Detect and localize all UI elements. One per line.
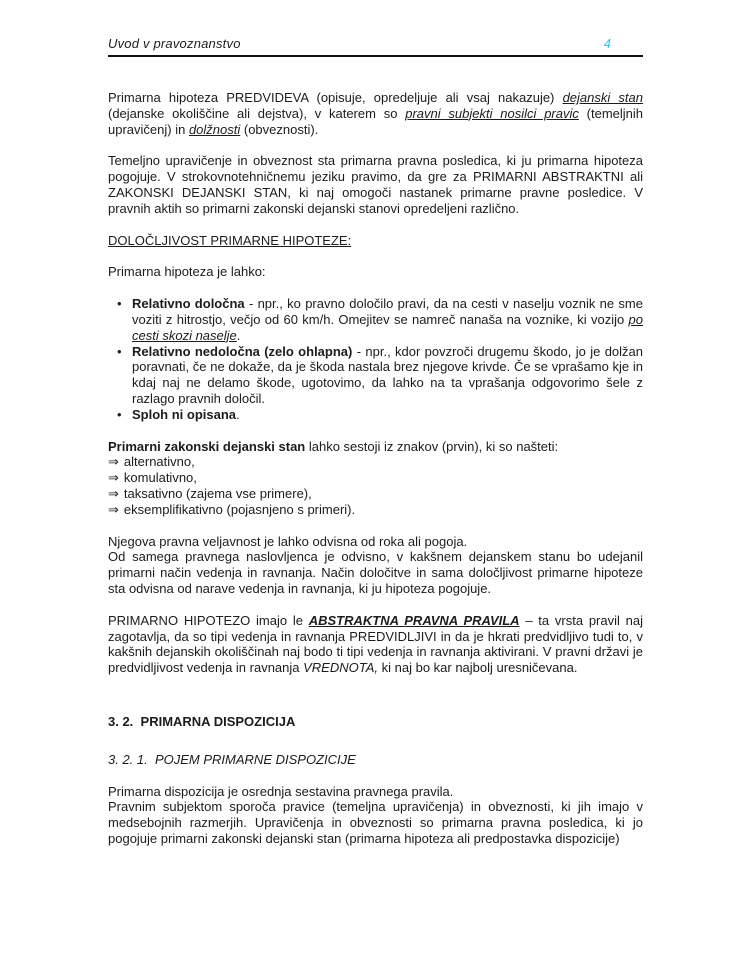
list-item-text — [132, 344, 643, 406]
document-body — [108, 90, 643, 847]
text-run: 3. 2. PRIMARNA DISPOZICIJA — [108, 713, 296, 729]
para-primarno-hipotezo — [108, 613, 643, 676]
list-item — [108, 502, 643, 518]
double-arrow-icon: ⇒ — [108, 501, 119, 517]
text-run: Relativno nedoločna (zelo ohlapna) — [132, 343, 353, 359]
text-run: . — [236, 327, 241, 343]
para-veljavnost — [108, 534, 643, 597]
bullet-icon: • — [117, 296, 122, 312]
list-item-text — [132, 296, 643, 343]
document-title: Uvod v pravoznanstvo — [108, 36, 241, 51]
list-item-text — [124, 470, 197, 485]
list-item — [108, 344, 643, 407]
text-run: dejanski stan — [562, 90, 643, 105]
text-run: - npr., kdor povzroči drugemu škodo, jo je dolžan poravnati, če ne dokaže, da je škoda nastala brez njegove krivde. Če se vprašamo kje in kdaj naj ne delamo škode, ugotovimo, da lahko na ta vprašanja odgovorimo šele z razlago pravnih določil. — [132, 343, 643, 406]
text-run: Primarna hipoteza PREDVIDEVA (opisuje, opredeljuje ali vsaj nakazuje) — [108, 90, 563, 105]
text-run: eksemplifikativno (pojasnjeno s primeri). — [123, 501, 356, 517]
list-item — [108, 296, 643, 343]
text-run: Njegova pravna veljavnost je lahko odvisna od roka ali pogoja. — [108, 533, 468, 549]
para-hipoteza-je-lahko — [108, 264, 643, 280]
text-run: - npr., ko pravno določilo pravi, da na cesti v naselju voznik ne sme voziti z hitrostjo, večjo od 60 km/h. Omejitev se namreč nanaša na voznike, ki vozijo — [132, 296, 643, 327]
double-arrow-icon: ⇒ — [108, 485, 119, 501]
text-run: ABSTRAKTNA PRAVNA PRAVILA — [308, 612, 520, 628]
bullet-icon: • — [117, 406, 122, 422]
list-item — [108, 470, 643, 486]
text-run: PRIMARNO HIPOTEZO imajo le — [108, 612, 309, 628]
text-run: DOLOČLJIVOST PRIMARNE HIPOTEZE: — [108, 232, 352, 248]
page-header — [108, 36, 643, 57]
para-dispozicija — [108, 784, 643, 847]
para-temeljno-upravicenje — [108, 153, 643, 216]
text-run: Temeljno upravičenje in obveznost sta primarna pravna posledica, ki ju primarna hipoteza pogojuje. V strokovnotehničnemu jeziku pravimo, da gre za PRIMARNI ABSTRAKTNI ali ZAKONSKI DEJANSKI STAN, ki naj omogoči nastanek primarne pravne posledice. V pravnih aktih so primarni zakonski dejanski stanovi opredeljeni različno. — [108, 153, 643, 216]
list-item — [108, 454, 643, 470]
text-run: dolžnosti — [188, 121, 241, 137]
text-run: Relativno določna — [132, 296, 245, 312]
text-run: Sploh ni opisana — [132, 406, 237, 422]
text-run: Primarna dispozicija je osrednja sestavina pravnega pravila. — [108, 783, 454, 799]
para-primarna-hipoteza — [108, 90, 643, 137]
list-item — [108, 486, 643, 502]
text-run: (obveznosti). — [240, 121, 319, 137]
text-run: Primarna hipoteza je lahko: — [108, 264, 266, 280]
text-run: VREDNOTA, — [303, 660, 379, 676]
text-run: pravni subjekti nosilci pravic — [405, 105, 579, 121]
page-number: 4 — [603, 36, 611, 51]
text-run: alternativno, — [123, 454, 195, 470]
text-run: komulativno, — [123, 470, 197, 486]
heading-pojem-dispozicije — [108, 752, 643, 768]
text-run: Primarni zakonski dejanski stan — [108, 438, 306, 454]
text-run: . — [236, 406, 240, 422]
text-run: 3. 2. 1. POJEM PRIMARNE DISPOZICIJE — [108, 751, 356, 767]
list-item-text — [132, 407, 240, 422]
text-run: Od samega pravnega naslovljenca je odvisno, v kakšnem dejanskem stanu bo udejanil primarni način vedenja in ravnanja. Način določitve in sama določljivost primarne hipoteze sta odvisna od narave vedenja in ravnanja, ki ju hipoteza pogojuje. — [108, 549, 643, 596]
list-item-text — [124, 486, 312, 501]
double-arrow-icon: ⇒ — [108, 470, 119, 486]
list-item — [108, 407, 643, 423]
bullet-list-dolocljivost — [108, 296, 643, 422]
double-arrow-icon: ⇒ — [108, 454, 119, 470]
text-run: taksativno (zajema vse primere), — [123, 485, 312, 501]
heading-dolocljivost — [108, 233, 643, 249]
text-run: Pravnim subjektom sporoča pravice (temeljna upravičenja) in obveznosti, ki jih imajo v medsebojnih razmerjih. Upravičenja in obveznosti so primarna pravna posledica, ki jo pogojuje primarni zakonski dejanski stan (primarna hipoteza ali predpostavka dispozicije) — [108, 799, 643, 846]
text-run: – ta vrsta pravil naj zagotavlja, da so tipi vedenja in ravnanja PREDVIDLJIVI in da je hkrati predvidljivo tudi to, v kakšnih dejanskih okoliščinah naj bodo ti tipi vedenja in ravnanja aktivirani. V pravni državi je predvidljivost vedenja in ravnanja — [108, 612, 643, 676]
text-run: po cesti skozi naselje — [132, 311, 643, 343]
text-run: ki naj bo kar najbolj uresničevana. — [378, 660, 578, 676]
text-run: (dejanske okoliščine ali dejstva), v katerem so — [108, 105, 406, 121]
list-item-text — [124, 454, 195, 469]
heading-primarna-dispozicija — [108, 714, 643, 730]
arrow-list-znaki — [108, 454, 643, 517]
list-item-text — [124, 502, 355, 517]
bullet-icon: • — [117, 343, 122, 359]
text-run: lahko sestoji iz znakov (prvin), ki so našteti: — [305, 438, 559, 454]
para-zakonski-stan-znaki — [108, 439, 643, 455]
text-run: (temeljnih upravičenj) in — [108, 105, 644, 137]
